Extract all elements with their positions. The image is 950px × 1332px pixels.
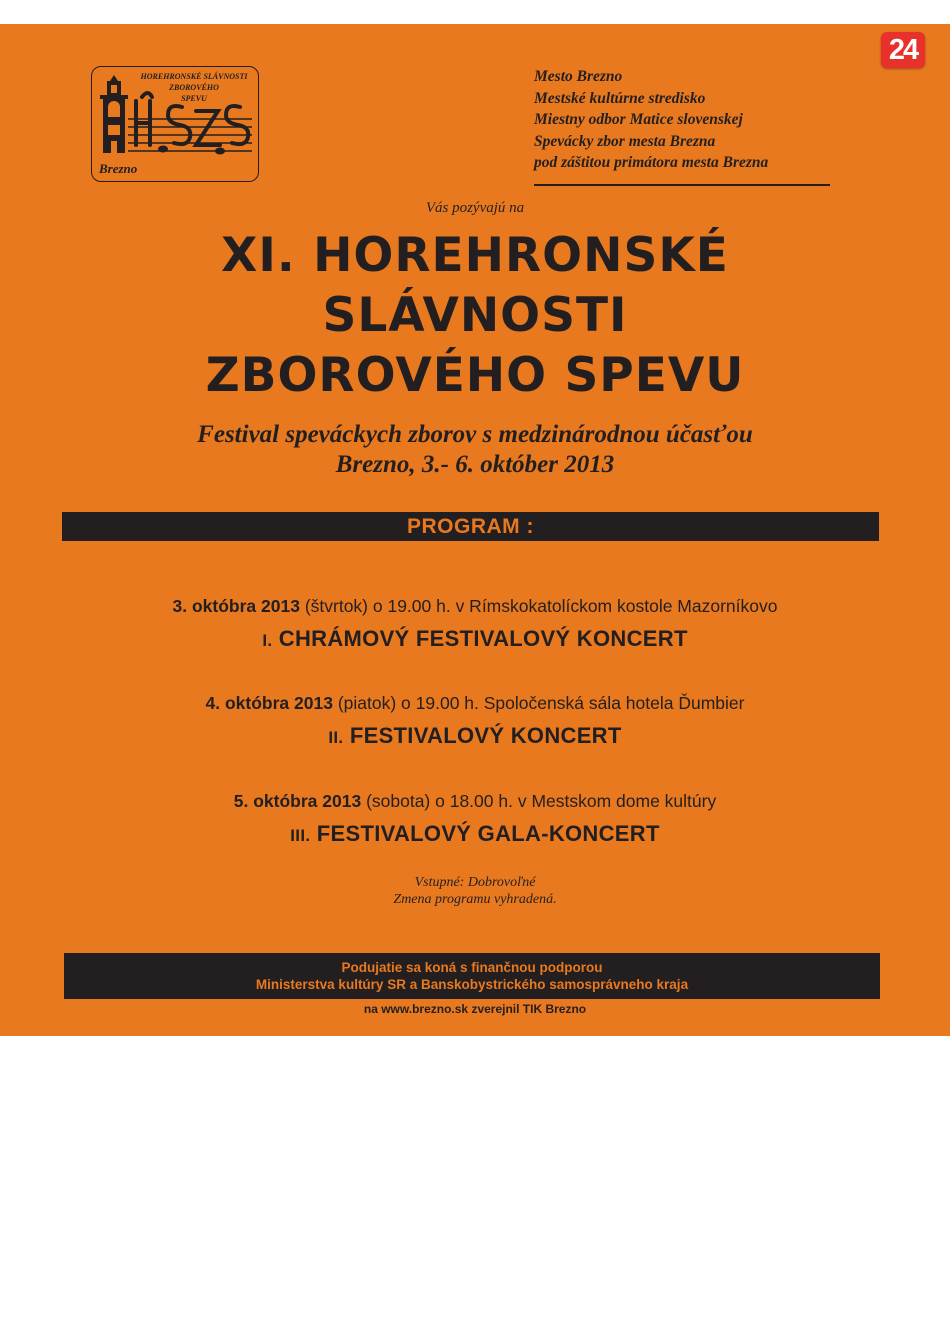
program-event bbox=[0, 789, 950, 851]
event-title bbox=[0, 721, 950, 753]
admission-notes bbox=[0, 874, 950, 908]
poster-title bbox=[0, 226, 950, 406]
event-date: 4. októbra 2013 bbox=[205, 693, 333, 713]
title-line: XI. HOREHRONSKÉ bbox=[221, 228, 729, 283]
event-date: 3. októbra 2013 bbox=[172, 596, 300, 616]
event-details: (piatok) o 19.00 h. Spoločenská sála hotela Ďumbier bbox=[337, 693, 745, 713]
sponsor-line: Podujatie sa koná s finančnou podporou bbox=[341, 960, 603, 975]
organizer: Mestské kultúrne stredisko bbox=[534, 89, 706, 107]
festival-logo bbox=[91, 66, 259, 182]
sponsor-line: Ministerstva kultúry SR a Banskobystrického samosprávneho kraja bbox=[255, 977, 689, 992]
title-line: ZBOROVÉHO SPEVU bbox=[205, 348, 745, 403]
event-datetime bbox=[0, 594, 950, 618]
event-datetime bbox=[0, 789, 950, 813]
program-event bbox=[0, 594, 950, 656]
event-number: II. bbox=[328, 728, 344, 747]
organizer: Miestny odbor Matice slovenskej bbox=[534, 111, 743, 129]
program-event bbox=[0, 691, 950, 753]
event-datetime bbox=[0, 691, 950, 715]
event-title bbox=[0, 624, 950, 656]
subtitle-line: Festival speváckych zborov s medzinárodnou účasťou bbox=[197, 421, 753, 448]
event-title bbox=[0, 819, 950, 851]
festival-subtitle bbox=[0, 420, 950, 480]
event-number: III. bbox=[290, 826, 311, 845]
logo-text bbox=[132, 71, 256, 104]
event-name: FESTIVALOVÝ GALA-KONCERT bbox=[316, 821, 660, 846]
title-line: SLÁVNOSTI bbox=[322, 288, 628, 343]
event-number: I. bbox=[262, 631, 273, 650]
program-change-note: Zmena programu vyhradená. bbox=[393, 892, 557, 907]
logo-text-line: ZBOROVÉHO bbox=[169, 83, 219, 92]
logo-city: Brezno bbox=[99, 161, 138, 176]
festival-dates: Brezno, 3.- 6. október 2013 bbox=[335, 451, 615, 478]
sponsor-bar bbox=[64, 953, 880, 999]
source-credit: na www.brezno.sk zverejnil TIK Brezno bbox=[363, 1002, 587, 1016]
program-heading: PROGRAM : bbox=[62, 512, 879, 541]
organizers-list bbox=[534, 66, 834, 174]
event-name: CHRÁMOVÝ FESTIVALOVÝ KONCERT bbox=[278, 626, 688, 651]
organizer: Mesto Brezno bbox=[534, 68, 623, 85]
invitation-line: Vás pozývajú na bbox=[425, 200, 525, 216]
organizer: pod záštitou primátora mesta Brezna bbox=[534, 154, 769, 172]
site-logo-badge[interactable]: 24 bbox=[881, 32, 925, 68]
logo-text-line: SPEVU bbox=[181, 94, 207, 103]
logo-text-line: HOREHRONSKÉ SLÁVNOSTI bbox=[140, 72, 248, 81]
organizer: Spevácky zbor mesta Brezna bbox=[534, 132, 716, 150]
admission-fee: Vstupné: Dobrovoľné bbox=[414, 875, 536, 890]
divider bbox=[534, 184, 830, 186]
event-name: FESTIVALOVÝ KONCERT bbox=[349, 723, 622, 748]
event-date: 5. októbra 2013 bbox=[233, 791, 362, 811]
event-details: (štvrtok) o 19.00 h. v Rímskokatolíckom kostole Mazorníkovo bbox=[304, 596, 778, 616]
event-details: (sobota) o 18.00 h. v Mestskom dome kultúry bbox=[366, 791, 717, 811]
